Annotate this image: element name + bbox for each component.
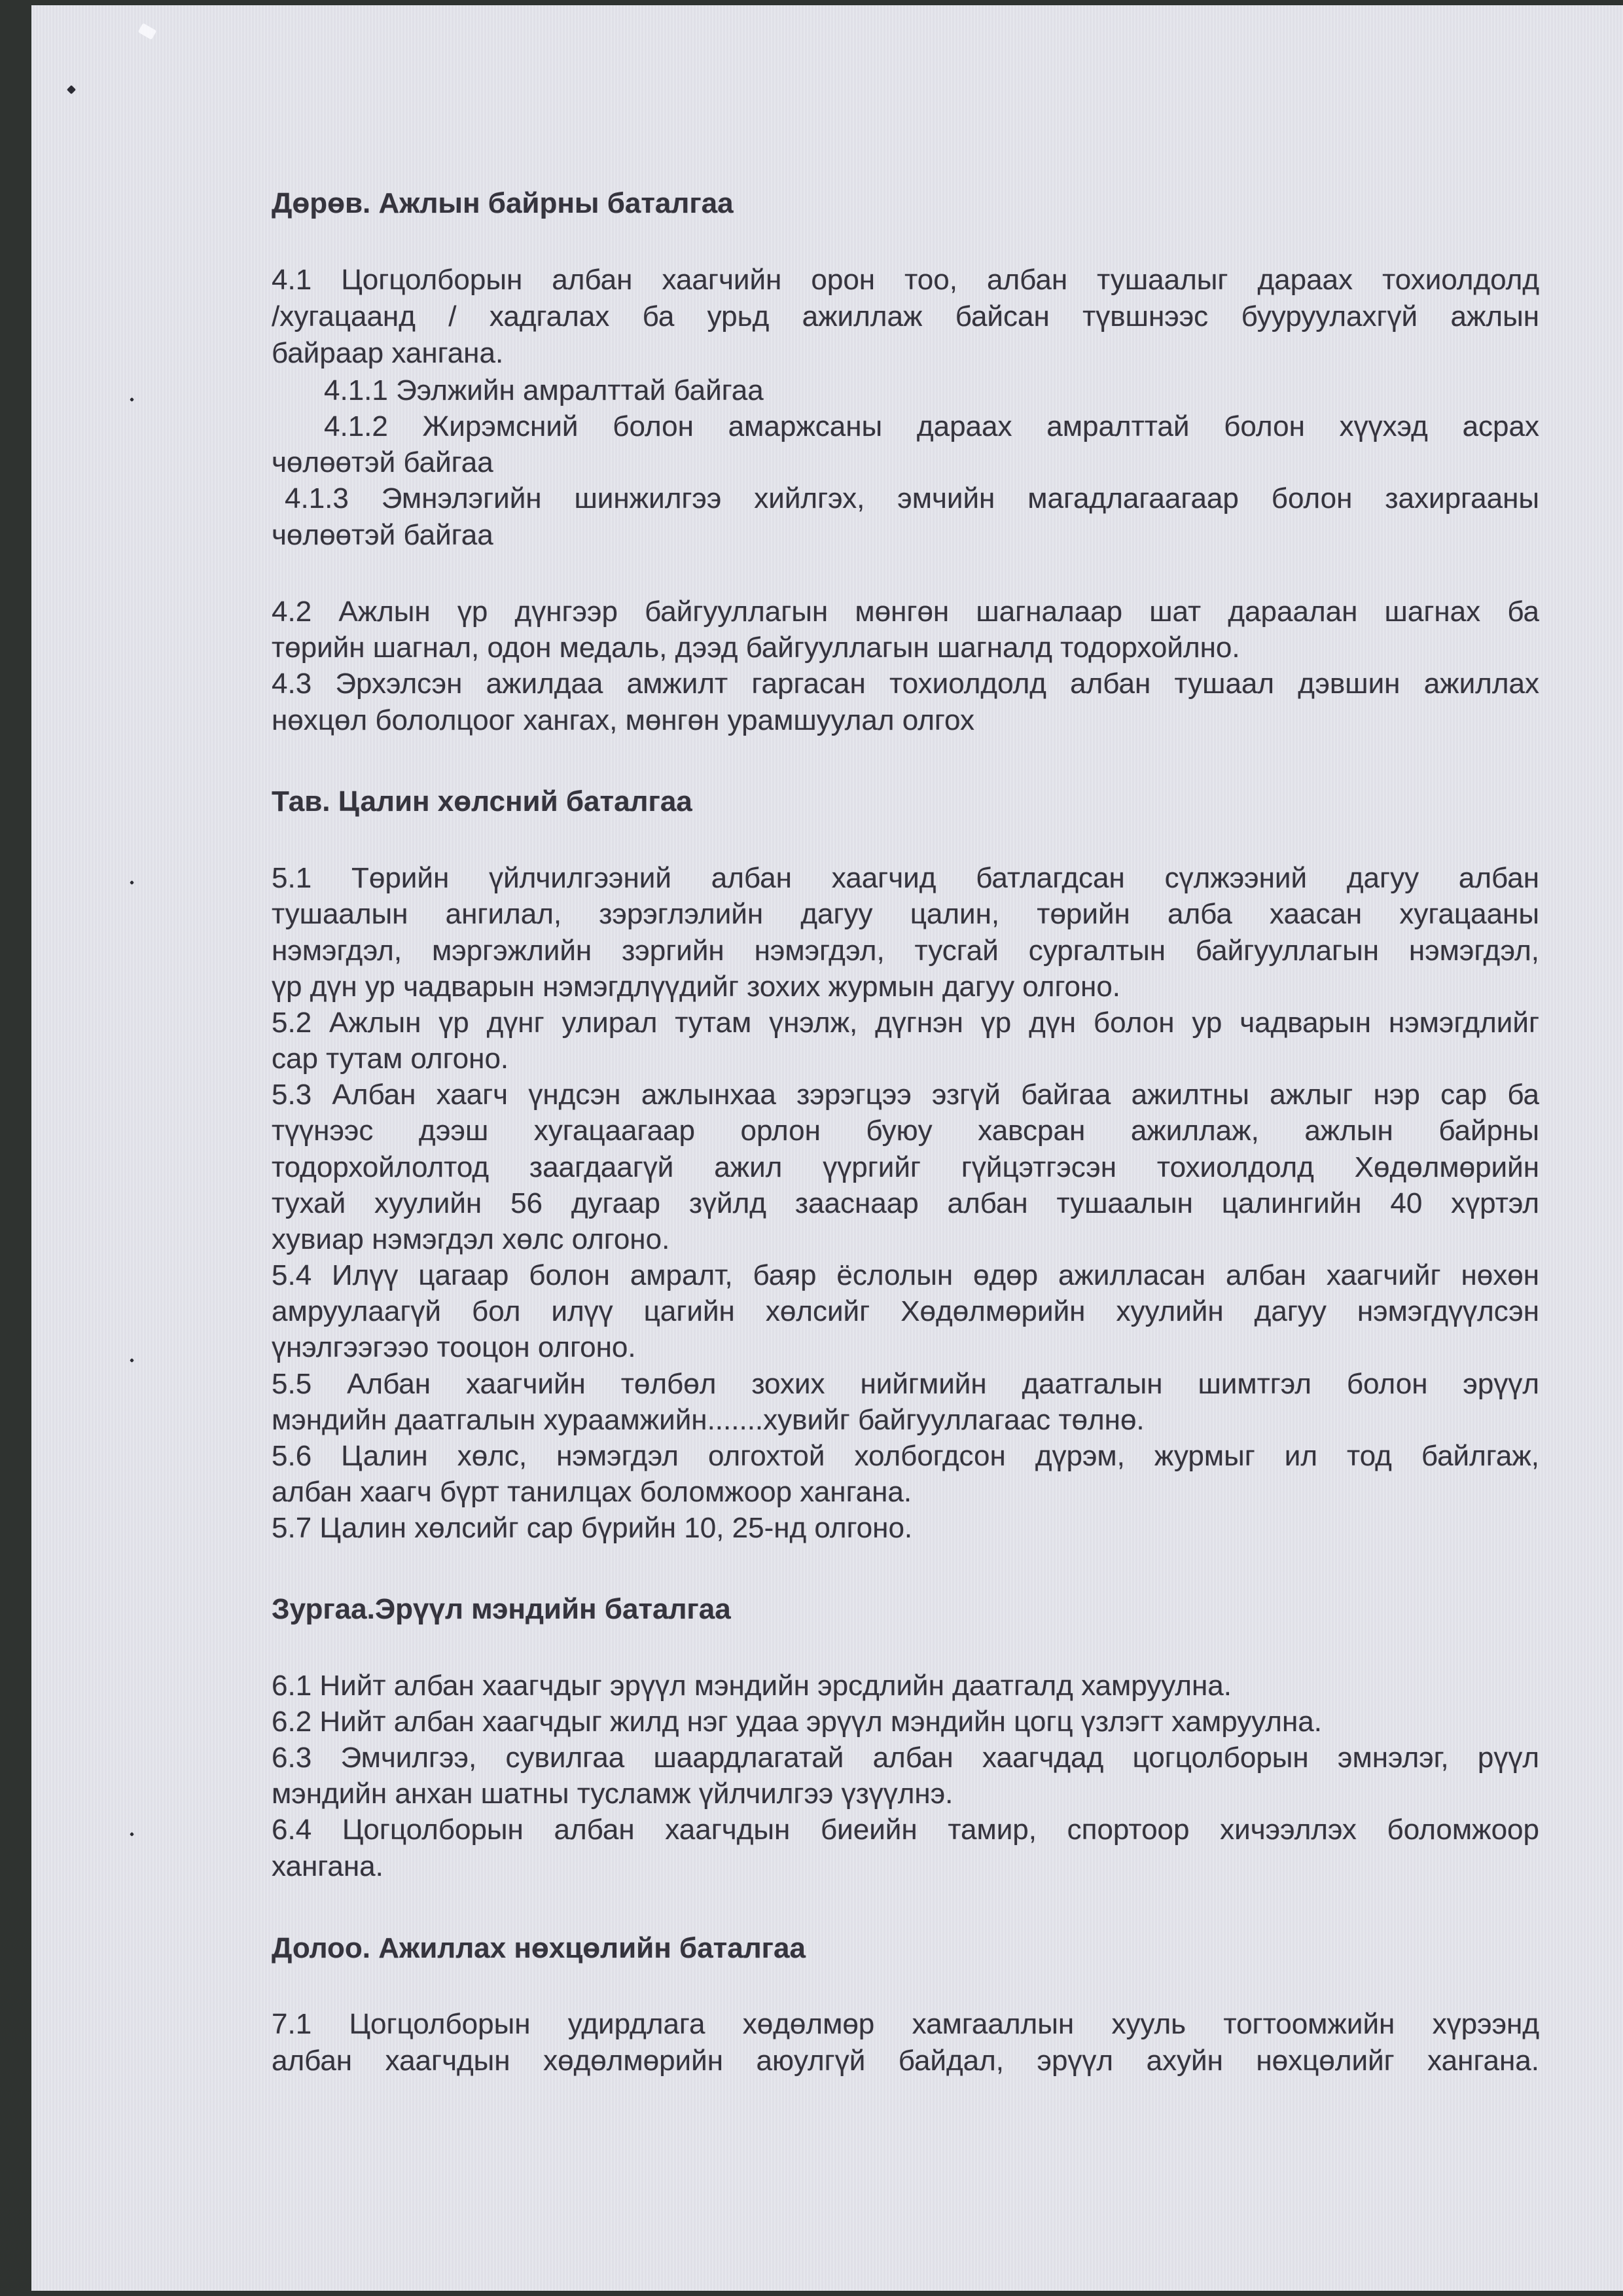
paragraph-line: 5.5 Албан хаагчийн төлбөл зохих нийгмийн даатгалын шимтгэл болон эрүүл (272, 1368, 1539, 1400)
paragraph-line: байраар хангана. (272, 337, 504, 369)
paragraph-line: албан хаагчдын хөдөлмөрийн аюулгүй байдал, эрүүл ахуйн нөхцөлийг хангана. (272, 2045, 1539, 2077)
paragraph-line: тухай хуулийн 56 дугаар зүйлд зааснаар албан тушаалын цалингийн 40 хүртэл (272, 1187, 1539, 1219)
scan-artifact-speck (130, 880, 134, 885)
paragraph-line: 6.2 Нийт албан хаагчдыг жилд нэг удаа эрүүл мэндийн цогц үзлэгт хамруулна. (272, 1706, 1322, 1738)
paragraph-line: 4.3 Эрхэлсэн ажилдаа амжилт гаргасан тохиолдолд албан тушаал дэвшин ажиллах (272, 668, 1539, 700)
section-heading-7: Долоо. Ажиллах нөхцөлийн баталгаа (272, 1932, 806, 1964)
paragraph-line: 6.3 Эмчилгээ, сувилгаа шаардлагатай албан хаагчдад цогцолборын эмнэлэг, рүүл (272, 1742, 1539, 1774)
paragraph-line: мэндийн анхан шатны тусламж үйлчилгээ үзүүлнэ. (272, 1778, 954, 1810)
subitem-line: 4.1.3 Эмнэлэгийн шинжилгээ хийлгэх, эмчийн магадлагаагаар болон захиргааны (285, 482, 1539, 514)
document-page (31, 5, 1623, 2291)
paragraph-line: /хугацаанд / хадгалах ба урьд ажиллаж байсан түвшнээс бууруулахгүй ажлын (272, 300, 1539, 332)
subitem-line: 4.1.1 Ээлжийн амралттай байгаа (324, 374, 764, 406)
paragraph-line: хангана. (272, 1850, 383, 1882)
paragraph-line: 4.1 Цогцолборын албан хаагчийн орон тоо, албан тушаалыг дараах тохиолдолд (272, 264, 1539, 296)
scan-artifact-speck (130, 1832, 134, 1837)
paragraph-line: төрийн шагнал, одон медаль, дээд байгууллагын шагналд тодорхойлно. (272, 632, 1240, 664)
paragraph-line: хувиар нэмэгдэл хөлс олгоно. (272, 1223, 670, 1255)
subitem-line: 4.1.2 Жирэмсний болон амаржсаны дараах амралттай болон хүүхэд асрах (324, 410, 1539, 442)
paragraph-line: нөхцөл бололцоог хангах, мөнгөн урамшуулал олгох (272, 704, 974, 736)
scan-artifact-tear (138, 23, 157, 40)
paragraph-line: 6.4 Цогцолборын албан хаагчдын биеийн тамир, спортоор хичээллэх боломжоор (272, 1814, 1539, 1846)
paragraph-line: 6.1 Нийт албан хаагчдыг эрүүл мэндийн эрсдлийн даатгалд хамруулна. (272, 1670, 1232, 1702)
paragraph-line: 5.4 Илүү цагаар болон амралт, баяр ёслолын өдөр ажилласан албан хаагчийг нөхөн (272, 1259, 1539, 1291)
paragraph-line: мэндийн даатгалын хураамжийн.......хувийг байгууллагаас төлнө. (272, 1404, 1145, 1436)
scan-artifact-speck (130, 397, 134, 402)
paragraph-line: тушаалын ангилал, зэрэглэлийн дагуу цалин, төрийн алба хаасан хугацааны (272, 898, 1539, 930)
paragraph-line: сар тутам олгоно. (272, 1043, 509, 1075)
paragraph-line: нэмэгдэл, мэргэжлийн зэргийн нэмэгдэл, тусгай сургалтын байгууллагын нэмэгдэл, (272, 935, 1539, 967)
scan-artifact-speck (67, 85, 76, 94)
section-heading-5: Тав. Цалин хөлсний баталгаа (272, 785, 692, 817)
paragraph-line: чөлөөтэй байгаа (272, 519, 493, 551)
section-heading-4: Дөрөв. Ажлын байрны баталгаа (272, 187, 734, 219)
paragraph-line: 5.7 Цалин хөлсийг сар бүрийн 10, 25-нд олгоно. (272, 1512, 913, 1544)
paragraph-line: 7.1 Цогцолборын удирдлага хөдөлмөр хамгааллын хууль тогтоомжийн хүрээнд (272, 2008, 1539, 2040)
paragraph-line: 5.1 Төрийн үйлчилгээний албан хаагчид батлагдсан сүлжээний дагуу албан (272, 862, 1539, 894)
paragraph-line: 4.2 Ажлын үр дүнгээр байгууллагын мөнгөн шагналаар шат дараалан шагнах ба (272, 596, 1539, 628)
paragraph-line: 5.2 Ажлын үр дүнг улирал тутам үнэлж, дүгнэн үр дүн болон ур чадварын нэмэгдлийг (272, 1007, 1539, 1039)
paragraph-line: 5.3 Албан хаагч үндсэн ажлынхаа зэрэгцээ эзгүй байгаа ажилтны ажлыг нэр сар ба (272, 1079, 1539, 1111)
paragraph-line: тодорхойлолтод заагдаагүй ажил үүргийг гүйцэтгэсэн тохиолдолд Хөдөлмөрийн (272, 1151, 1539, 1183)
paragraph-line: амруулаагүй бол илүү цагийн хөлсийг Хөдөлмөрийн хуулийн дагуу нэмэгдүүлсэн (272, 1295, 1539, 1327)
paragraph-line: үр дүн ур чадварын нэмэгдлүүдийг зохих журмын дагуу олгоно. (272, 971, 1121, 1003)
paragraph-line: үнэлгээгээо тооцон олгоно. (272, 1331, 636, 1363)
paragraph-line: 5.6 Цалин хөлс, нэмэгдэл олгохтой холбогдсон дүрэм, журмыг ил тод байлгаж, (272, 1440, 1539, 1472)
scan-artifact-speck (130, 1358, 134, 1363)
paragraph-line: чөлөөтэй байгаа (272, 446, 493, 478)
paragraph-line: түүнээс дээш хугацаагаар орлон буюу хавсран ажиллаж, ажлын байрны (272, 1115, 1539, 1147)
paragraph-line: албан хаагч бүрт танилцах боломжоор хангана. (272, 1476, 912, 1508)
section-heading-6: Зургаа.Эрүүл мэндийн баталгаа (272, 1593, 731, 1625)
